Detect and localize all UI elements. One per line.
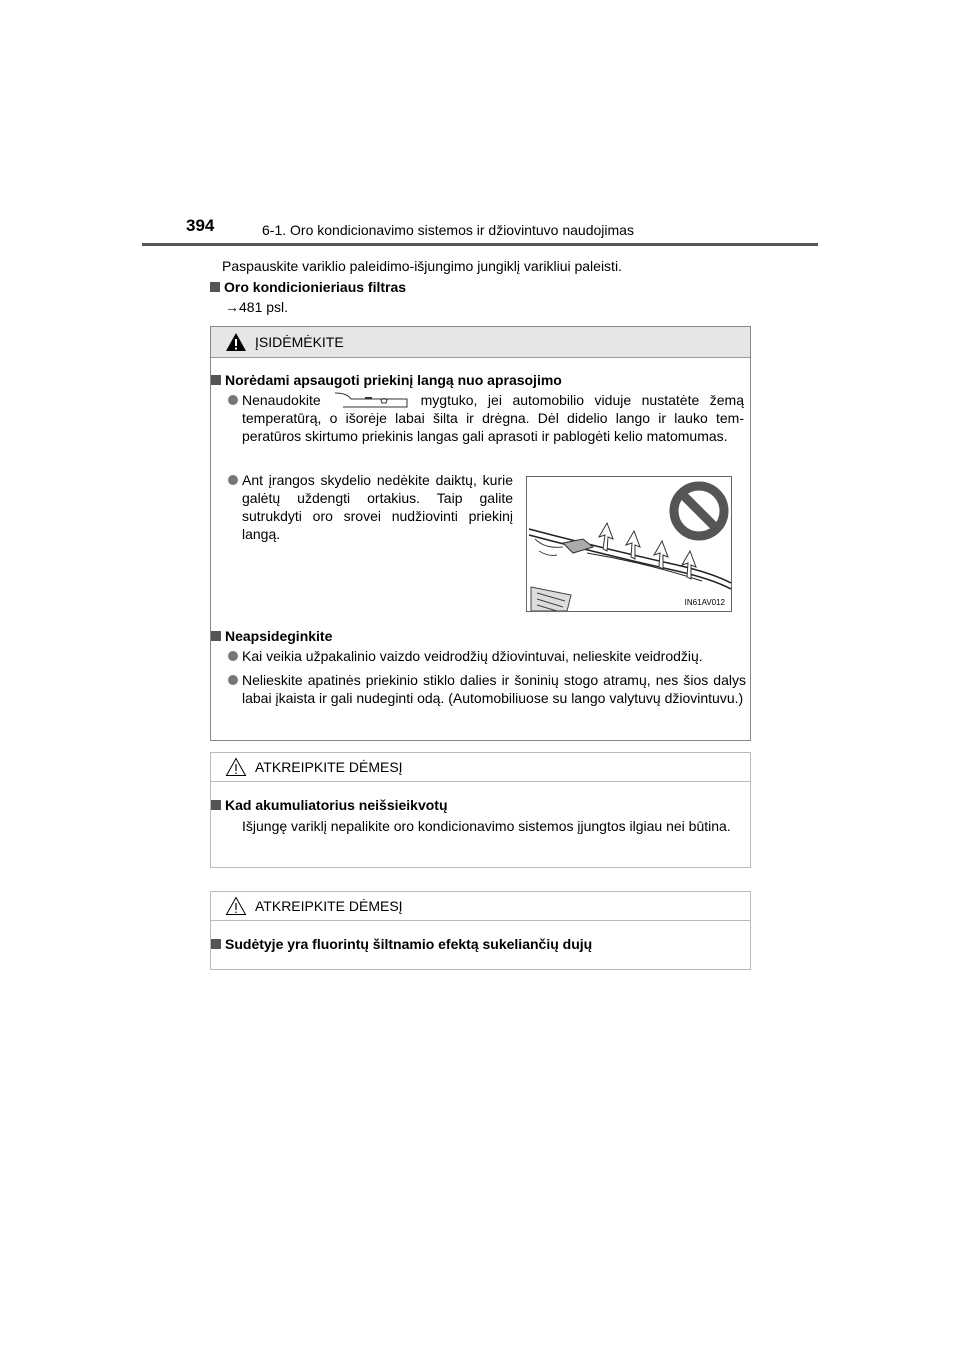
caution-item-2-text: Ant įrangos skydelio nedėkite daiktų, kurie galėtų uždengti ortakius. Taip galite sutrukdyti oro srovei nudžiovinti priekinį langą. [242, 472, 513, 542]
page-number: 394 [186, 216, 215, 235]
warning-outline-icon [225, 757, 247, 777]
caution-section1-heading [211, 371, 562, 389]
windshield-airflow-drawing [527, 477, 731, 611]
notice-2-heading [211, 935, 592, 953]
notice-2-label: ATKREIPKITE DĖMESĮ [255, 898, 403, 914]
header-divider [142, 243, 818, 246]
notice-2-heading-text: Sudėtyje yra fluorintų šiltnamio efektą sukeliančių dujų [225, 936, 593, 952]
caution-item-2 [228, 471, 513, 543]
intro-line: Paspauskite variklio paleidimo-išjungimo jungiklį varikliui paleisti. [222, 258, 622, 274]
caution-item-1-text-rest: temperatūrą, o išorėje labai šilta ir drėgna. Dėl didelio lango ir lauko temperatūros skirtumo priekinis langas gali aprasoti ir pablogėti kelio matomumas. [242, 410, 744, 444]
square-bullet-icon [210, 282, 220, 292]
filter-page-ref: →481 psl. [225, 299, 289, 315]
section-title: 6-1. Oro kondicionavimo sistemos ir džiovintuvo naudojimas [262, 222, 634, 238]
warning-outline-icon [225, 896, 247, 916]
round-bullet-icon [228, 475, 238, 485]
caution-item-3-text: Kai veikia užpakalinio vaizdo veidrodžių džiovintuvai, nelieskite veidrodžių. [242, 648, 703, 664]
prohibition-icon [674, 486, 724, 536]
round-bullet-icon [228, 651, 238, 661]
caution-item-1-text-b: mygtuko, jei automobilio viduje nustatėte žemą [420, 392, 744, 408]
square-bullet-icon [211, 800, 221, 810]
notice-1-heading-text: Kad akumuliatorius neišsieikvotų [225, 797, 448, 813]
notice-1-heading [211, 796, 448, 814]
figure-code: IN61AV012 [684, 598, 725, 607]
notice-2-header [211, 892, 750, 921]
dashboard-illustration [526, 476, 732, 612]
filter-heading-text: Oro kondicionieriaus filtras [224, 279, 407, 295]
caution-item-1-text-a: Nenaudokite [242, 392, 321, 408]
filter-heading [210, 278, 406, 296]
notice-1-header [211, 753, 750, 782]
notice-1-body: Išjungę variklį nepalikite oro kondicionavimo sistemos įjungtos ilgiau nei būtina. [242, 818, 731, 834]
round-bullet-icon [228, 395, 238, 405]
caution-item-1-first-line [228, 391, 744, 409]
caution-item-4 [228, 671, 746, 707]
square-bullet-icon [211, 939, 221, 949]
round-bullet-icon [228, 675, 238, 685]
notice-1-label: ATKREIPKITE DĖMESĮ [255, 759, 403, 775]
caution-label: ĮSIDĖMĖKITE [255, 334, 344, 350]
square-bullet-icon [211, 375, 221, 385]
caution-section1-heading-text: Norėdami apsaugoti priekinį langą nuo aprasojimo [225, 372, 562, 388]
caution-item-1 [228, 391, 744, 445]
warning-triangle-icon [225, 332, 247, 352]
caution-section2-heading-text: Neapsideginkite [225, 628, 333, 644]
caution-item-3 [228, 647, 746, 665]
square-bullet-icon [211, 631, 221, 641]
notice-box-2 [210, 891, 751, 970]
notice-box-1 [210, 752, 751, 868]
caution-item-4-text: Nelieskite apatinės priekinio stiklo dalies ir šoninių stogo atramų, nes šios dalys labai įkaista ir gali nudeginti odą. (Automobiliuose su lango valytuvų džiovintuvu.) [242, 672, 746, 706]
caution-header [211, 327, 750, 358]
defroster-button-icon [333, 391, 409, 409]
caution-section2-heading [211, 627, 332, 645]
